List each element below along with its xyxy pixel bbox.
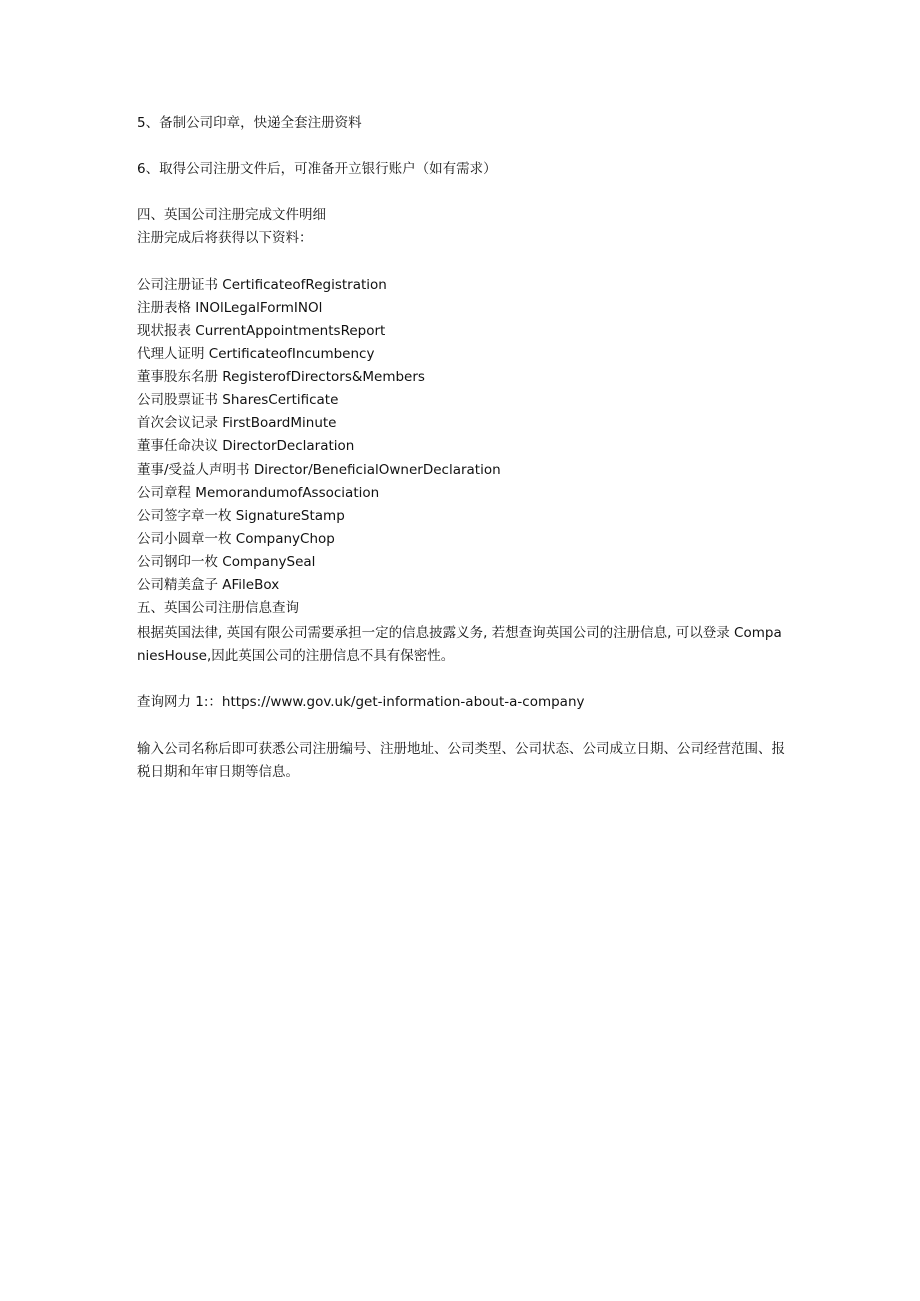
section-5-paragraph: 根据英国法律, 英国有限公司需要承担一定的信息披露义务, 若想查询英国公司的注册信息, 可以登录 CompaniesHouse,因此英国公司的注册信息不具有保密性。 (137, 625, 782, 664)
document-list-item: 公司钢印一枚 CompanySeal (137, 554, 316, 570)
step-6-text: 6、取得公司注册文件后，可准备开立银行账户（如有需求） (137, 161, 497, 177)
section-5-heading: 五、英国公司注册信息查询 (137, 600, 299, 616)
document-list-item: 现状报表 CurrentAppointmentsReport (137, 323, 386, 339)
document-list-item: 公司注册证书 CertificateofRegistration (137, 277, 387, 293)
document-list-item: 董事股东名册 RegisterofDirectors&Members (137, 369, 425, 385)
document-list-item: 代理人证明 CertificateofIncumbency (137, 346, 375, 362)
document-list-item: 公司签字章一枚 SignatureStamp (137, 508, 345, 524)
document-list-item: 董事任命决议 DirectorDeclaration (137, 438, 355, 454)
document-list-item: 公司章程 MemorandumofAssociation (137, 485, 380, 501)
document-list-item: 公司精美盒子 AFileBox (137, 577, 280, 593)
document-list-item: 注册表格 INOlLegalFormINOl (137, 300, 323, 316)
final-paragraph: 输入公司名称后即可获悉公司注册编号、注册地址、公司类型、公司状态、公司成立日期、公司经营范围、报税日期和年审日期等信息。 (137, 741, 785, 780)
step-5-text: 5、备制公司印章，快递全套注册资料 (137, 115, 362, 131)
section-4-intro: 注册完成后将获得以下资料： (137, 230, 313, 246)
section-4-heading: 四、英国公司注册完成文件明细 (137, 207, 326, 223)
document-list-item: 董事/受益人声明书 Director/BeneficialOwnerDeclaration (137, 462, 501, 478)
document-list-item: 公司小圆章一枚 CompanyChop (137, 531, 335, 547)
document-list-item: 公司股票证书 SharesCertificate (137, 392, 339, 408)
document-list-item: 首次会议记录 FirstBoardMinute (137, 415, 337, 431)
query-url-line: 查询网力 1:：https://www.gov.uk/get-information-about-a-company (137, 694, 585, 710)
